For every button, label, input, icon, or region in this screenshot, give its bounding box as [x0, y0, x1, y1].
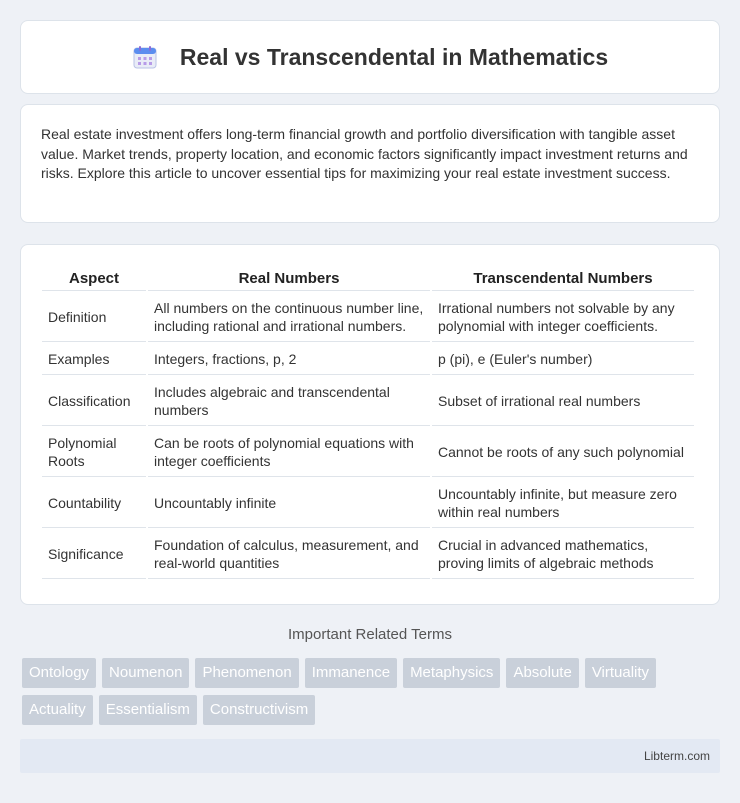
cell-aspect: Definition	[42, 293, 146, 342]
related-term-tag[interactable]: Immanence	[305, 658, 397, 688]
table-row	[42, 428, 694, 477]
related-terms-title: Important Related Terms	[288, 626, 452, 643]
table-row	[42, 344, 694, 375]
cell-aspect: Polynomial Roots	[42, 428, 146, 477]
table-row	[42, 377, 694, 426]
cell-transcendental: Cannot be roots of any such polynomial	[432, 428, 694, 477]
related-term-tag[interactable]: Constructivism	[203, 695, 315, 725]
cell-transcendental: Irrational numbers not solvable by any polynomial with integer coefficients.	[432, 293, 694, 342]
column-header-real: Real Numbers	[148, 265, 430, 291]
related-terms-list	[22, 658, 722, 725]
related-term-tag[interactable]: Ontology	[22, 658, 96, 688]
cell-real: Uncountably infinite	[148, 479, 430, 528]
footer-brand-link[interactable]: Libterm.com	[643, 749, 710, 763]
page-title: Real vs Transcendental in Mathematics	[179, 43, 609, 70]
column-header-transcendental: Transcendental Numbers	[432, 265, 694, 291]
cell-real: Foundation of calculus, measurement, and real-world quantities	[148, 530, 430, 579]
related-term-tag[interactable]: Noumenon	[102, 658, 189, 688]
calendar-icon	[132, 44, 158, 70]
cell-real: All numbers on the continuous number line, including rational and irrational numbers.	[148, 293, 430, 342]
header-card	[20, 20, 720, 94]
comparison-table	[40, 263, 696, 581]
related-term-tag[interactable]: Absolute	[506, 658, 578, 688]
cell-aspect: Examples	[42, 344, 146, 375]
column-header-aspect: Aspect	[42, 265, 146, 291]
table-header-row	[42, 265, 694, 291]
table-row	[42, 479, 694, 528]
cell-transcendental: Subset of irrational real numbers	[432, 377, 694, 426]
related-term-tag[interactable]: Essentialism	[99, 695, 197, 725]
cell-aspect: Classification	[42, 377, 146, 426]
table-row	[42, 293, 694, 342]
comparison-table-card	[20, 244, 720, 605]
intro-text: Real estate investment offers long-term financial growth and portfolio diversification with tangible asset value. Market trends, property location, and economic factors significantly impact investment returns and risks. Explore this article to uncover essential tips for maximizing your real estate investment success.	[41, 126, 688, 181]
cell-real: Includes algebraic and transcendental numbers	[148, 377, 430, 426]
intro-card	[20, 104, 720, 223]
related-term-tag[interactable]: Actuality	[22, 695, 93, 725]
footer	[20, 739, 720, 773]
related-term-tag[interactable]: Metaphysics	[403, 658, 500, 688]
cell-transcendental: p (pi), e (Euler's number)	[432, 344, 694, 375]
cell-aspect: Significance	[42, 530, 146, 579]
cell-transcendental: Crucial in advanced mathematics, proving limits of algebraic methods	[432, 530, 694, 579]
related-term-tag[interactable]: Phenomenon	[195, 658, 298, 688]
cell-aspect: Countability	[42, 479, 146, 528]
cell-transcendental: Uncountably infinite, but measure zero within real numbers	[432, 479, 694, 528]
cell-real: Can be roots of polynomial equations with integer coefficients	[148, 428, 430, 477]
related-term-tag[interactable]: Virtuality	[585, 658, 656, 688]
cell-real: Integers, fractions, p, 2	[148, 344, 430, 375]
table-row	[42, 530, 694, 579]
